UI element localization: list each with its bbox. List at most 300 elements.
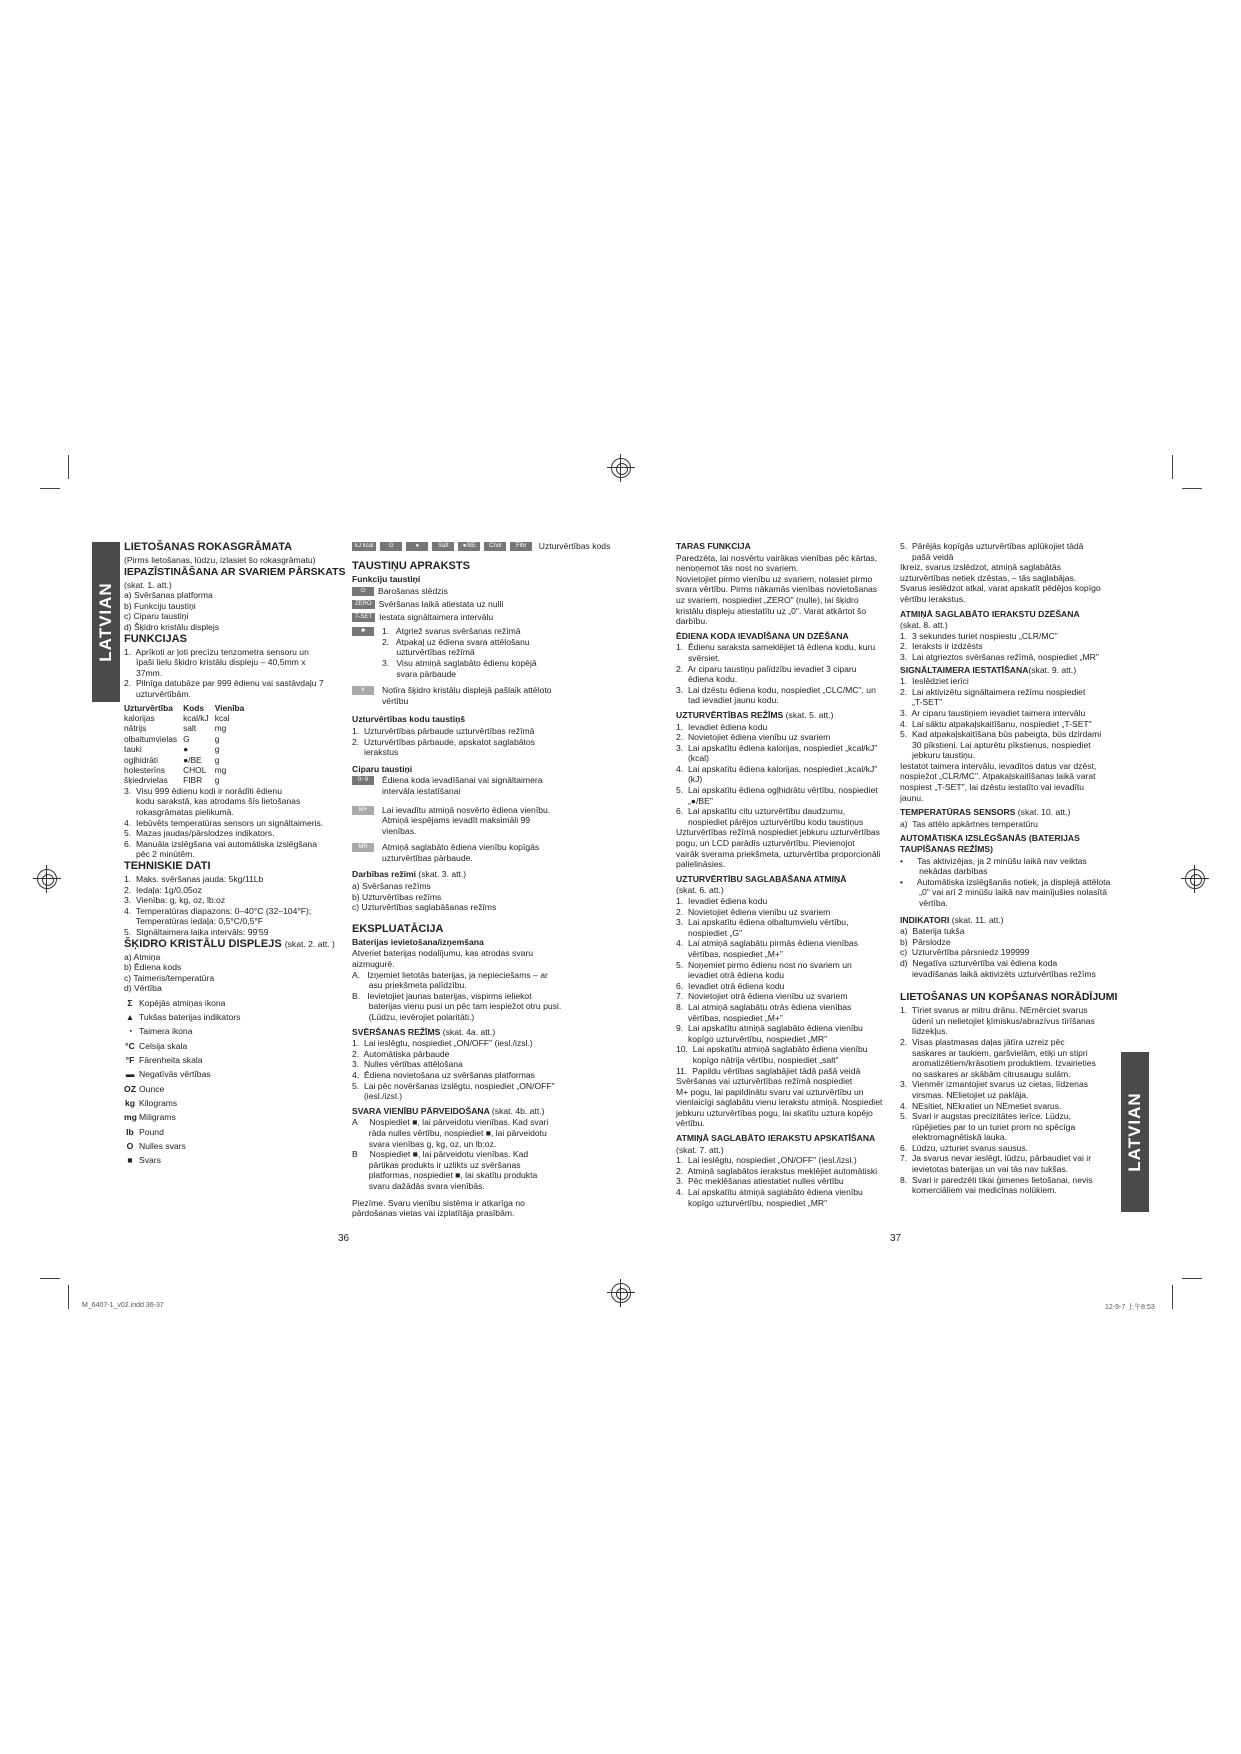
list-item: 2. Ar ciparu taustiņu palīdzību ievadiet 3 ciparu	[676, 663, 857, 674]
language-tab-left	[92, 542, 120, 702]
nutrition-mode-title	[676, 710, 896, 721]
list-item: 2. Novietojiet ēdiena vienību uz svariem	[676, 732, 831, 743]
table-cell: g	[214, 754, 220, 765]
list-item: ēdiena kodu.	[676, 674, 738, 685]
list-item: 4. Ēdiena novietošana uz svēršanas platformas	[352, 1069, 535, 1080]
table-row	[124, 755, 250, 765]
registration-mark-icon	[37, 869, 57, 889]
view-memory-title: ATMIŅĀ SAGLABĀTO IERAKSTU APSKATĪŠANA	[676, 1133, 876, 1144]
delete-ref: (skat. 8. att.)	[900, 620, 948, 631]
table-cell: nātrijs	[124, 723, 147, 734]
list-item	[124, 1039, 349, 1053]
list-item: svara pārbaude	[382, 668, 457, 679]
table-cell: salt	[183, 723, 197, 734]
list-item: pēc 2 minūtēm.	[124, 849, 195, 860]
text-line: jaunu.	[900, 792, 924, 803]
registration-mark-icon	[611, 458, 631, 478]
list-item	[124, 1010, 349, 1024]
list-item: b) Ēdiena kods	[124, 962, 182, 973]
text-line: Novietojiet pirmo vienību uz svariem, nolasiet pirmo	[676, 573, 873, 584]
icon-label: Taimera ikona	[139, 1026, 193, 1037]
mplus-key-icon: M+	[352, 806, 374, 815]
weigh-title-text: SVĒRŠANAS REŽĪMS	[352, 1026, 441, 1037]
list-item: ierakstus	[352, 747, 399, 758]
icon-label: Kilograms	[139, 1097, 178, 1108]
nutmode-title-text: UZTURVĒRTĪBAS REŽĪMS	[676, 709, 784, 720]
nutrition-code-legend	[352, 541, 611, 552]
modes-title	[352, 869, 577, 880]
zero-key-icon: ZERO	[352, 600, 375, 609]
list-item: 1. Tīriet svarus ar mitru drānu. NEmērciet svarus	[900, 1005, 1088, 1016]
list-item: 6. Manuāla izslēgšana vai automātiska izslēgšana	[124, 838, 317, 849]
list-item: rokasgrāmatas pielikumā.	[124, 806, 234, 817]
mr-key-icon: MR	[352, 843, 374, 852]
key-desc: Barošanas slēdzis	[378, 586, 448, 597]
table-cell: g	[214, 733, 220, 744]
icon-label: Celsija skala	[139, 1040, 188, 1051]
list-item: Notīra šķidro kristālu displejā pašlaik attēloto	[382, 685, 552, 696]
list-item: a) Svēršanas režīms	[352, 881, 431, 892]
text-line: vairāk sverama priekšmeta, uzturvērtība proporcionāli	[676, 848, 881, 859]
list-item: vērtības, nospiediet „M+"	[676, 948, 783, 959]
table-row	[124, 775, 250, 785]
list-item: c) Uzturvērtības saglabāšanas režīms	[352, 902, 497, 913]
list-item: 7. Novietojiet otrā ēdiena vienību uz svariem	[676, 991, 848, 1002]
list-item: saskares ar taukiem, garšvielām, etiķi un stipri	[900, 1047, 1088, 1058]
digit-key-block	[352, 775, 577, 796]
clear-key-icon: ±	[352, 686, 374, 695]
table-cell: tauki	[124, 744, 142, 755]
table-cell: g	[214, 744, 220, 755]
list-item: 6. Lūdzu, uzturiet svarus sausus.	[900, 1142, 1029, 1153]
footer-file-label: M_6407-1_v02.indd 36-37	[82, 1302, 164, 1309]
manual-subtitle: (Pirms lietošanas, lūdzu, izlasiet šo rokasgrāmatu)	[124, 555, 316, 565]
keys-title: TAUSTIŅU APRAKSTS	[352, 559, 470, 572]
operation-title: EKSPLUATĀCIJA	[352, 922, 444, 935]
key-desc: Iestata signāltaimera intervālu	[379, 612, 494, 623]
crop-mark	[68, 1285, 69, 1309]
list-item: (kcal)	[676, 753, 709, 764]
list-item: 1. Maks. svēršanas jauda: 5kg/11Lb	[124, 873, 264, 884]
list-item: „0" vai arī 2 minūšu laikā nav mainījušies nolasītā	[900, 887, 1108, 898]
list-item: 1. Ēdienu saraksta sameklējiet tā ēdiena kodu, kuru	[676, 642, 876, 653]
list-item: 4. Lai apskatītu atmiņā saglabāto ēdiena vienību	[676, 1187, 863, 1198]
text-line: vērtību ierakstus.	[900, 593, 966, 604]
kilogram-icon: kg	[124, 1097, 136, 1108]
negative-icon: ▬	[125, 1069, 135, 1080]
list-item: nospiediet „G"	[676, 927, 743, 938]
indicators-title	[900, 915, 1118, 926]
list-item: kodu sarakstā, kas atrodams šīs lietošanas	[124, 796, 301, 807]
list-item: d) Vērtība	[124, 983, 162, 994]
list-item	[124, 1096, 349, 1110]
table-header-cell: Uzturvērtība	[124, 702, 173, 713]
list-item: 6. Lai apskatītu citu uzturvērtību daudzumu,	[676, 806, 846, 817]
list-item: rāda nulles vērtību, nospiediet ■, lai pārveidotu	[352, 1127, 547, 1138]
list-item: nospiediet pārējos uzturvērtību kodu taustiņus	[676, 816, 864, 827]
temp-ref: (skat. 10. att.)	[1017, 807, 1071, 818]
table-cell: ●	[183, 744, 189, 755]
list-item: (kJ)	[676, 774, 703, 785]
tech-data-title: TEHNISKIE DATI	[124, 859, 211, 872]
list-item: 4. Lai atmiņā saglabātu pirmās ēdiena vienības	[676, 938, 859, 949]
text-line: svara vērtību. Pirms nākamās vienības novietošanas	[676, 584, 878, 595]
list-item: c) Taimeris/temperatūra	[124, 972, 215, 983]
list-item: 5. Svari ir augstas precizitātes ierīce. Lūdzu,	[900, 1111, 1071, 1122]
list-item: aromatizētiem/krāsotiem produktiem. Izvairieties	[900, 1058, 1096, 1069]
nut-keys-title: Uzturvērtības kodu taustiņš	[352, 714, 466, 725]
weight-icon: ■	[127, 1155, 133, 1166]
clear-key-block	[352, 685, 577, 706]
list-item: B. Ievietojiet jaunas baterijas, vispirms ieliekot	[352, 990, 532, 1001]
table-cell: ogļhidrāti	[124, 754, 158, 765]
crop-mark	[40, 488, 60, 489]
power-key-icon: ⏻	[352, 587, 374, 596]
list-item: svaru dažādās svara vienībās.	[352, 1180, 485, 1191]
list-item: B Nospiediet ■, lai pārveidotu vienības. Kad	[352, 1149, 529, 1160]
icon-label: Tukšas baterijas indikators	[139, 1012, 241, 1023]
table-row	[124, 765, 250, 775]
icon-label: Kopējās atmiņas ikona	[139, 997, 226, 1008]
language-tab-label: LATVIAN	[1125, 1092, 1144, 1172]
list-item: 3. Ar ciparu taustiņiem ievadiet taimera intervālu	[900, 707, 1086, 718]
manual-title: LIETOŠANAS ROKASGRĀMATA	[124, 541, 293, 553]
battery-title: Baterijas ievietošana/izņemšana	[352, 936, 484, 947]
list-item: kopīgo nātrija vērtību, nospiediet „salt"	[676, 1054, 839, 1065]
nutrition-table	[124, 703, 250, 786]
view-ref: (skat. 7. att.)	[676, 1144, 724, 1155]
legend-label: Uzturvērtības kods	[538, 541, 611, 551]
temp-title-text: TEMPERATŪRAS SENSORS	[900, 807, 1016, 818]
list-item: b) Funkciju taustiņi	[124, 600, 196, 611]
list-item: 2. Novietojiet ēdiena vienību uz svariem	[676, 906, 831, 917]
modes-title-text: Darbības režīmi	[352, 869, 416, 880]
save-memory-title: UZTURVĒRTĪBU SAGLABĀŠANA ATMIŅĀ	[676, 873, 847, 884]
list-item: 4. Lai apskatītu ēdiena kalorijas, nospiediet „kcal/kJ"	[676, 763, 878, 774]
list-item: 1. Lai ieslēgtu, nospiediet „ON/OFF" (iesl./izsl.)	[352, 1038, 533, 1049]
crop-mark	[1172, 455, 1173, 479]
list-item: Atmiņā saglabāto ēdiena vienību kopīgās	[382, 842, 540, 853]
key-row	[352, 611, 577, 624]
list-item: no saskares ar skābām citrusaugu sulām.	[900, 1068, 1071, 1079]
temp-sensor-title	[900, 807, 1118, 818]
list-item: pārtikas produkts ir uzlikts uz svēršanas	[352, 1159, 521, 1170]
mplus-key-block	[352, 805, 577, 837]
table-row	[124, 744, 250, 754]
text-line: kristālu displeju atiestatītu uz „0". Varat atkārtot šo	[676, 605, 867, 616]
list-item	[124, 1153, 349, 1167]
care-title: LIETOŠANAS UN KOPŠANAS NORĀDĪJUMI	[900, 991, 1118, 1004]
list-item: uzturvērtības pārbaude.	[382, 852, 473, 863]
text-line: Iestatot taimera intervālu, ievadītos datus var dzēst,	[900, 760, 1097, 771]
nutmode-ref: (skat. 5. att.)	[785, 709, 834, 720]
list-item	[124, 1053, 349, 1067]
table-row	[124, 723, 250, 733]
text-line: darbību.	[676, 616, 708, 627]
table-cell: holesterīns	[124, 764, 165, 775]
list-item: kopīgo uzturvērtību, nospiediet „MR"	[676, 1197, 828, 1208]
digit-key-icon: 0~9	[352, 776, 374, 785]
list-item: īpaši lielu šķidro kristālu displeju – 40,5mm x	[124, 657, 306, 668]
table-cell: kalorijas	[124, 712, 155, 723]
list-item: Lai ievadītu atmiņā nosvērto ēdiena vienību.	[382, 804, 551, 815]
list-item: 3. Nulles vērtības attēlošana	[352, 1059, 463, 1070]
digit-keys-title: Ciparu taustiņi	[352, 763, 413, 774]
unit-conv-ref: (skat. 4b. att.)	[491, 1105, 545, 1116]
list-item: uzturvērtībām.	[124, 688, 191, 699]
language-tab-label: LATVIAN	[96, 582, 115, 662]
weigh-ref: (skat. 4a. att.)	[442, 1026, 496, 1037]
list-item: ievietotas baterijas un vai tās nav tukšas.	[900, 1164, 1069, 1175]
text-line: pogu, un LCD parādīs uzturvērtību. Pievienojot	[676, 838, 855, 849]
key-g: G	[380, 542, 402, 551]
text-line: nospiest „T-SET", lai dzēstu iestatīto vai ievadītu	[900, 782, 1085, 793]
list-item: Ēdiena koda ievadīšanai vai signāltaimera	[382, 775, 543, 786]
list-item	[124, 1024, 349, 1038]
list-item	[124, 1125, 349, 1139]
key-row	[352, 585, 577, 598]
list-item: Atmiņā iespējams ievadīt maksimāli 99	[382, 815, 531, 826]
functions-title: FUNKCIJAS	[124, 632, 187, 645]
crop-mark	[68, 455, 69, 479]
list-item: 1. Ieslēdziet ierīci	[900, 676, 969, 687]
page-number-right: 37	[890, 1233, 902, 1244]
timer-icon: ◔	[127, 1026, 133, 1037]
list-item: 3. Lai dzēstu ēdiena kodu, nospiediet „CLC/MC", un	[676, 684, 876, 695]
list-item: 2. Automātiska pārbaude	[352, 1048, 450, 1059]
pound-icon: lb	[126, 1126, 134, 1137]
icon-label: Miligrams	[139, 1112, 176, 1123]
zero-weight-icon: O	[126, 1140, 134, 1151]
list-item: Atveriet baterijas nodalījumu, kas atrodas svaru	[352, 948, 534, 959]
list-item: 4. Lai sāktu atpakaļskaitīšanu, nospiediet „T-SET"	[900, 718, 1092, 729]
unit-conv-title	[352, 1106, 577, 1117]
list-item: (Lūdzu, ievērojiet polaritāti.)	[352, 1012, 475, 1022]
list-item: kopīgo uzturvērtību, nospiediet „MR"	[676, 1033, 828, 1044]
code-entry-title: ĒDIENA KODA IEVADĪŠANA UN DZĒŠANA	[676, 630, 849, 641]
save-ref: (skat. 6. att.)	[676, 885, 724, 896]
column-3	[676, 541, 896, 1208]
key-kcal: kJ kcal	[352, 542, 376, 551]
tset-key-icon: T-SET	[352, 613, 375, 622]
lcd-icon-list	[124, 996, 349, 1168]
list-item: 5. Signāltaimera laika intervāls: 99'59	[124, 926, 269, 937]
list-item: 5. Mazas jaudas/pārslodzes indikators.	[124, 828, 275, 839]
timer-title	[900, 665, 1118, 676]
list-item: d) Negatīva uzturvērtība vai ēdiena koda	[900, 957, 1058, 968]
list-item: a) Atmiņa	[124, 951, 161, 962]
unit-key-icon: ■	[352, 627, 374, 636]
table-cell: CHOL	[183, 764, 207, 775]
table-row	[124, 734, 250, 744]
list-item: ievadīšanas laikā aktivizēts uzturvērtības režīms	[900, 968, 1096, 979]
table-header	[124, 703, 250, 713]
list-item: „●/BE"	[676, 795, 713, 806]
registration-mark-icon	[611, 1283, 631, 1303]
table-cell: g	[214, 775, 220, 786]
text-line: vērtību.	[676, 1118, 705, 1129]
list-item: 10. Lai apskatītu atmiņā saglabāto ēdiena vienību	[676, 1044, 868, 1055]
list-item: intervāla iestatīšanai	[382, 785, 461, 796]
list-item: a) Tas attēlo apkārtnes temperatūru	[900, 818, 1038, 829]
text-line: nospiežot „CLR/MC". Atpakaļskaitīšanas laikā varat	[900, 771, 1096, 782]
list-item: nekādas darbības	[900, 866, 988, 877]
text-line: nenoņemot tās nost no svariem.	[676, 563, 799, 574]
text-line: Paredzēta, lai nosvērtu vairākas vienības pēc kārtas,	[676, 552, 878, 563]
table-header-cell: Vienība	[214, 702, 245, 713]
text-line: uz svariem, nospiediet „ZERO" (nulle), lai šķidro	[676, 594, 859, 605]
list-item: 5. Noņemiet pirmo ēdienu nost no svariem un	[676, 959, 852, 970]
icon-label: Pound	[139, 1126, 164, 1137]
list-item: ūdenī un nelietojiet ķīmiskus/abrazīvus tīrīšanas	[900, 1015, 1095, 1026]
list-item: c) Ciparu taustiņi	[124, 611, 189, 622]
list-item: 1. Ievadiet ēdiena kodu	[676, 896, 768, 906]
list-item: 2. Atpakaļ uz ēdiena svara attēlošanu	[382, 636, 530, 647]
list-item: 37mm.	[124, 667, 163, 678]
list-item: 1. Lai ieslēgtu, nospiediet „ON/OFF" (iesl./izsl.)	[676, 1155, 857, 1166]
func-keys-title: Funkciju taustiņi	[352, 573, 421, 584]
intro-title: IEPAZĪSTINĀŠANA AR SVARIEM PĀRSKATS	[124, 565, 346, 578]
list-item: virsmas. NElietojiet uz paklāja.	[900, 1089, 1029, 1100]
list-item: uzturvērtības režīmā	[382, 647, 475, 658]
icon-label: Nulles svars	[139, 1140, 186, 1151]
list-item: 2. Visas plastmasas daļas jātīra uzreiz pēc	[900, 1036, 1065, 1047]
unit-key-block	[352, 626, 577, 679]
key-be: ●/BE	[458, 542, 480, 551]
table-cell: FIBR	[183, 775, 203, 786]
icon-label: Negatīvās vērtības	[139, 1069, 211, 1080]
list-item: 4. NEsitiet, NEkratiet un NEmetiet svarus.	[900, 1100, 1062, 1111]
list-item: 6. Ievadiet otrā ēdiena kodu	[676, 980, 785, 991]
list-item: 3. Visu 999 ēdienu kodi ir norādīti ēdienu	[124, 785, 282, 796]
fahrenheit-icon: °F	[125, 1055, 135, 1066]
list-item	[124, 1110, 349, 1124]
list-item: 5. Kad atpakaļskaitīšana būs pabeigta, būs dzirdami	[900, 729, 1102, 740]
auto-off-title-2: TAUPĪŠANAS REŽĪMS)	[900, 844, 993, 855]
list-item: A. Izņemiet lietotās baterijas, ja nepieciešams – ar	[352, 969, 548, 980]
list-item: 2. Ieraksts ir izdzēsts	[900, 641, 983, 652]
list-item: (iesl./izsl.)	[352, 1091, 403, 1102]
list-item: a) Baterija tukša	[900, 926, 965, 937]
table-cell: šķiedrvielas	[124, 775, 168, 786]
table-row	[124, 713, 250, 723]
ind-title-text: INDIKATORI	[900, 914, 950, 925]
tare-title: TARAS FUNKCIJA	[676, 541, 751, 551]
list-item	[124, 1082, 349, 1096]
list-item: a) Svēršanas platforma	[124, 590, 213, 601]
icon-label: Fārenheita skala	[139, 1055, 203, 1066]
column-1	[124, 541, 349, 1167]
list-item: 3. Lai apskatītu ēdiena olbaltumvielu vērtību,	[676, 917, 849, 928]
key-fibr: Fibr	[510, 542, 532, 551]
list-item: 1. Atgriež svarus svēršanas režīmā	[382, 626, 521, 637]
text-line: vienlaicīgi saglabātu vienu ierakstu atmiņā. Nospiediet	[676, 1097, 883, 1108]
list-item: A Nospiediet ■, lai pārveidotu vienības. Kad svari	[352, 1117, 549, 1128]
unit-conv-title-text: SVARA VIENĪBU PĀRVEIDOŠANA	[352, 1105, 490, 1116]
list-item: 5. Pārējās kopīgās uzturvērtības aplūkojiet tādā	[900, 541, 1084, 551]
list-item: svērsiet.	[676, 652, 720, 663]
list-item: vērtība.	[900, 898, 948, 908]
text-line: Ikreiz, svarus izslēdzot, atmiņā saglabātās	[900, 562, 1061, 573]
list-item: 1. Ievadiet ēdiena kodu	[676, 721, 768, 732]
list-item: 3. Lai atgrieztos svēršanas režīmā, nospiediet „MR"	[900, 651, 1099, 662]
list-item: 4. Iebūvēts temperatūras sensors un signāltaimeris.	[124, 817, 324, 828]
list-item: 3. Vienmēr izmantojiet svarus uz cietas, līdzenas	[900, 1079, 1089, 1090]
crop-mark	[1172, 1285, 1173, 1309]
battery-icon: ▲	[125, 1012, 135, 1023]
delete-memory-title: ATMIŅĀ SAGLABĀTO IERAKSTU DZĒŠANA	[900, 608, 1080, 619]
list-item: pašā veidā	[900, 551, 954, 562]
lcd-title	[124, 938, 349, 950]
table-cell: kcal	[214, 712, 230, 723]
list-item: 2. Uzturvērtības pārbaude, apskatot saglabātos	[352, 736, 535, 747]
crop-mark	[1182, 488, 1202, 489]
table-cell: kcal/kJ	[183, 712, 209, 723]
note-line: Piezīme. Svaru vienību sistēma ir atkarīga no	[352, 1197, 525, 1208]
language-tab-right	[1121, 1052, 1149, 1212]
crop-mark	[1182, 1278, 1202, 1279]
key-salt: Salt	[432, 542, 454, 551]
list-item: svara vienības g, kg, oz, un lb:oz.	[352, 1138, 497, 1149]
list-item: ievadiet otrā ēdiena kodu	[676, 970, 784, 981]
list-item: d) Šķidro kristālu displejs	[124, 621, 220, 632]
weigh-mode-title	[352, 1027, 577, 1038]
text-line: Uzturvērtības režīmā nospiediet jebkuru uzturvērtības	[676, 827, 880, 838]
table-cell: ●/BE	[183, 754, 202, 765]
table-header-cell: Kods	[183, 702, 205, 713]
list-item: c) Uzturvērtība pārsniedz 199999	[900, 947, 1030, 958]
list-item: 8. Svari ir paredzēti tikai ģimenes lietošanai, nevis	[900, 1174, 1093, 1185]
text-line: palielināsies.	[676, 859, 726, 870]
list-item: vienības.	[382, 825, 417, 836]
table-cell: mg	[214, 723, 227, 734]
column-4	[900, 541, 1118, 1196]
list-item: 3. Pēc meklēšanas atiestatiet nulles vērtību	[676, 1176, 844, 1187]
list-item	[124, 1067, 349, 1081]
mr-key-block	[352, 842, 577, 863]
column-2	[352, 541, 611, 1219]
intro-ref: (skat. 1. att.)	[124, 579, 172, 590]
modes-ref: (skat. 3. att.)	[418, 869, 467, 880]
list-item: baterijas vienu pusi un pēc tam iespiežot otru pusi.	[352, 1001, 562, 1012]
list-item: 11. Papildu vērtības saglabājiet tādā pašā veidā	[676, 1065, 861, 1076]
list-item: 3. Lai apskatītu ēdiena kalorijas, nospiediet „kcal/kJ"	[676, 742, 878, 753]
list-item: 5. Lai apskatītu ēdiena ogļhidrātu vērtību, nospiediet	[676, 785, 878, 796]
ounce-icon: OZ	[124, 1083, 136, 1094]
list-item: līdzekļus.	[900, 1026, 948, 1037]
list-item: 2. Pilnīga datubāze par 999 ēdienu vai sastāvdaļu 7	[124, 678, 324, 689]
icon-label: Svars	[139, 1155, 161, 1166]
registration-mark-icon	[1185, 869, 1205, 889]
icon-label: Ounce	[139, 1083, 165, 1094]
text-line: uzturvērtības netiek dzēstas, – tās saglabājas.	[900, 572, 1077, 583]
page-number-left: 36	[338, 1233, 350, 1244]
list-item: 9. Lai apskatītu atmiņā saglabāto ēdiena vienību	[676, 1023, 863, 1034]
sigma-icon: Σ	[127, 997, 133, 1008]
list-item: 4. Temperatūras diapazons: 0–40°C (32–104°F);	[124, 905, 312, 916]
list-item: b) Pārslodze	[900, 936, 951, 947]
list-item: vērtību	[382, 695, 409, 706]
list-item: 2. Lai aktivizētu signāltaimera režīmu nospiediet	[900, 686, 1086, 697]
milligram-icon: mg	[124, 1112, 137, 1123]
text-line: M+ pogu, lai papildinātu svaru vai uzturvērtību un	[676, 1086, 864, 1097]
ind-ref: (skat. 11. att.)	[951, 914, 1004, 925]
list-item: komerciāliem vai medicīnas nolūkiem.	[900, 1185, 1057, 1196]
list-item: vērtības, nospiediet „M+"	[676, 1012, 783, 1023]
list-item: 1. Aprīkoti ar ļoti precīzu tenzometra sensoru un	[124, 646, 309, 657]
key-chol: Chol	[484, 542, 506, 551]
list-item: tad ievadiet jaunu kodu.	[676, 695, 779, 706]
